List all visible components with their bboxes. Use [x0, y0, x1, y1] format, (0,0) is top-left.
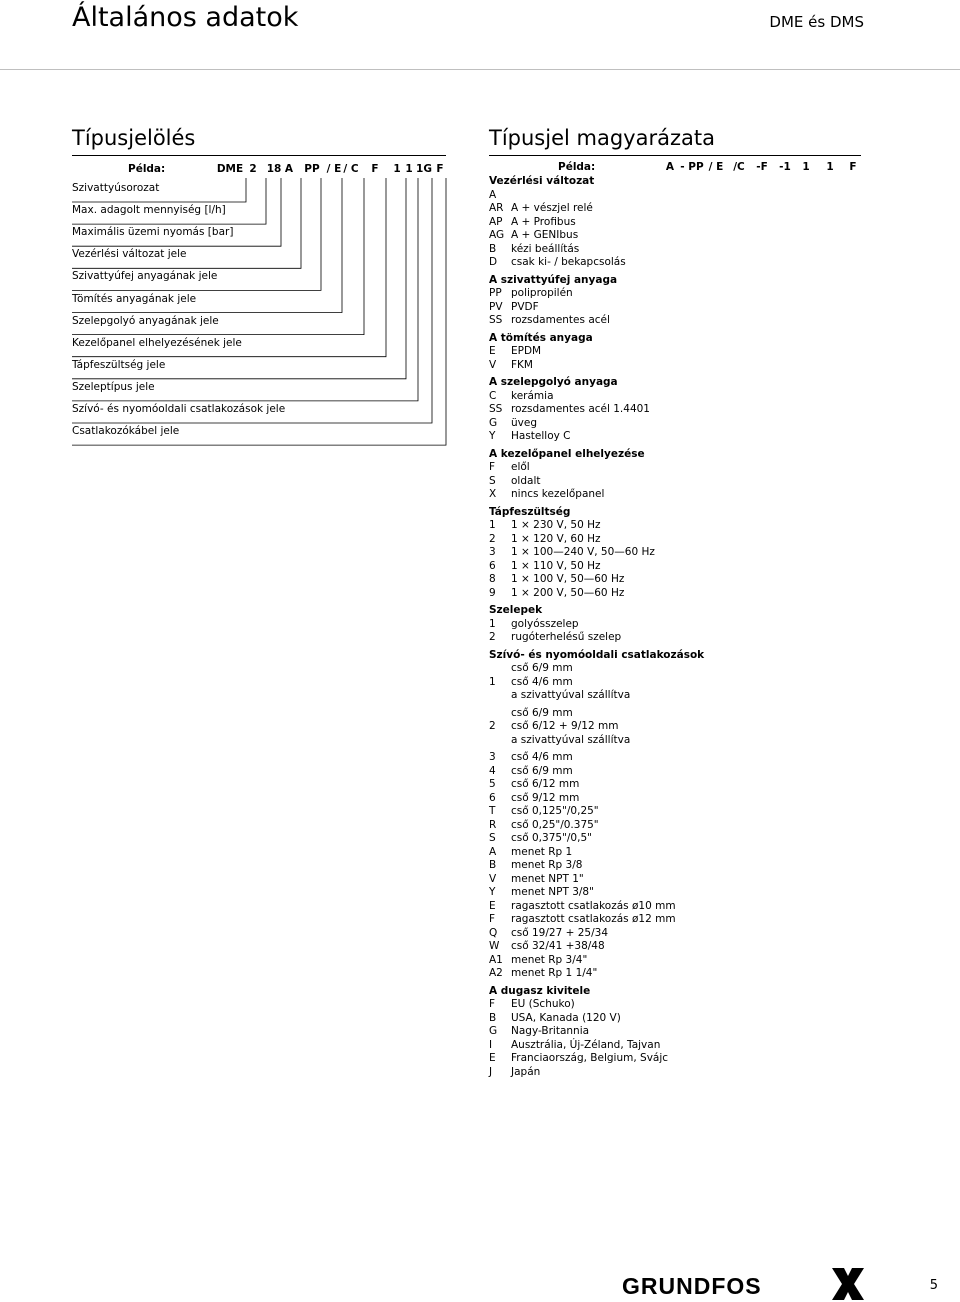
key-code	[489, 689, 511, 703]
key-row	[489, 1039, 869, 1053]
key-description: csak ki- / bekapcsolás	[511, 256, 626, 268]
key-description: cső 4/6 mm	[511, 751, 573, 763]
key-code: 4	[489, 764, 496, 777]
key-code: 6	[489, 791, 496, 804]
key-description: Nagy-Britannia	[511, 1025, 590, 1037]
key-description: üveg	[511, 416, 537, 429]
key-code: G	[489, 416, 498, 429]
key-code: AG	[489, 229, 505, 241]
designation-label: Szelepgolyó anyagának jele	[72, 314, 219, 327]
key-row	[489, 689, 869, 703]
bracket-line	[72, 178, 432, 423]
bracket-line	[72, 178, 364, 335]
key-row	[489, 873, 869, 887]
key-row	[489, 792, 869, 806]
key-description: 1 × 200 V, 50—60 Hz	[511, 586, 625, 599]
key-code: I	[489, 1038, 493, 1051]
key-row	[489, 287, 869, 301]
designation-label: Szivattyúsorozat	[72, 182, 160, 194]
key-description: Ausztrália, Új-Zéland, Tajvan	[511, 1038, 661, 1051]
key-row	[489, 819, 869, 833]
key-description: cső 19/27 + 25/34	[511, 926, 608, 939]
key-row	[489, 475, 869, 489]
key-code: PV	[489, 300, 503, 313]
key-row	[489, 587, 869, 601]
key-row	[489, 631, 869, 645]
key-subgroup	[489, 707, 869, 748]
key-row	[489, 940, 869, 954]
key-description: cső 6/12 + 9/12 mm	[511, 720, 619, 732]
key-row	[489, 662, 869, 676]
key-code: 3	[489, 751, 496, 763]
right-code-5: -1	[779, 161, 791, 173]
key-description: polipropilén	[511, 287, 573, 299]
right-code-8: F	[849, 161, 857, 173]
key-group-title: A kezelőpanel elhelyezése	[489, 447, 645, 460]
key-description: rozsdamentes acél	[511, 314, 610, 326]
left-code-8: 1	[393, 163, 401, 175]
key-description: elől	[511, 461, 530, 473]
key-code: AP	[489, 215, 503, 228]
key-description: nincs kezelőpanel	[511, 488, 605, 500]
key-code: A1	[489, 953, 503, 966]
key-group-title: Szívó- és nyomóoldali csatlakozások	[489, 648, 705, 661]
key-row	[489, 900, 869, 914]
left-code-1: 2	[249, 163, 257, 175]
key-description: 1 × 110 V, 50 Hz	[511, 559, 601, 572]
key-code: 2	[489, 532, 496, 545]
key-description: A + vészjel relé	[511, 202, 593, 214]
bracket-line	[72, 178, 418, 401]
key-row	[489, 430, 869, 444]
key-row	[489, 913, 869, 927]
left-code-7: F	[371, 163, 379, 175]
key-code: S	[489, 832, 496, 844]
left-code-9: 1	[405, 163, 413, 175]
designation-label: Max. adagolt mennyiség [l/h]	[72, 204, 226, 217]
key-description: cső 6/9 mm	[511, 706, 573, 719]
key-row	[489, 573, 869, 587]
key-row	[489, 886, 869, 900]
bracket-line	[72, 178, 281, 246]
key-code: F	[489, 998, 496, 1010]
key-description: ragasztott csatlakozás ø12 mm	[511, 913, 676, 925]
key-group	[489, 274, 869, 328]
key-description: a szivattyúval szállítva	[511, 689, 631, 701]
key-code: S	[489, 474, 496, 487]
key-row	[489, 560, 869, 574]
key-description: cső 32/41 +38/48	[511, 940, 605, 952]
key-code: T	[489, 805, 496, 817]
key-group-title: A szelepgolyó anyaga	[489, 376, 618, 388]
key-code: 2	[489, 720, 496, 732]
key-code: 1	[489, 519, 496, 531]
key-description: A + Profibus	[511, 215, 576, 228]
key-row	[489, 359, 869, 373]
key-row	[489, 256, 869, 270]
key-row	[489, 1052, 869, 1066]
key-subgroup	[489, 662, 869, 703]
key-code: A	[489, 845, 497, 858]
key-row	[489, 488, 869, 502]
key-code: E	[489, 899, 496, 912]
key-row	[489, 546, 869, 560]
key-code	[489, 662, 511, 676]
key-description: cső 6/9 mm	[511, 764, 573, 777]
bracket-line	[72, 178, 246, 202]
designation-label: Vezérlési változat jele	[72, 248, 187, 261]
key-code: A2	[489, 967, 503, 979]
key-row	[489, 301, 869, 315]
right-code-1: - PP	[680, 161, 704, 173]
key-row	[489, 765, 869, 779]
key-row	[489, 967, 869, 981]
left-code-6: / C	[343, 163, 359, 175]
key-code: SS	[489, 403, 503, 415]
key-code: Y	[489, 430, 496, 442]
key-description: cső 0,125"/0,25"	[511, 805, 599, 817]
bracket-line	[72, 178, 342, 313]
key-group	[489, 649, 869, 981]
type-designation-title: Típusjelölés	[72, 126, 196, 150]
key-row	[489, 229, 869, 243]
key-row	[489, 1066, 869, 1080]
key-description: menet Rp 1	[511, 845, 573, 858]
key-row	[489, 676, 869, 690]
key-description: menet NPT 3/8"	[511, 886, 594, 898]
bracket-line	[72, 178, 446, 445]
key-group	[489, 332, 869, 373]
key-code: PP	[489, 287, 502, 299]
key-description: cső 0,25"/0.375"	[511, 818, 599, 831]
key-description: menet NPT 1"	[511, 872, 584, 885]
key-code: 1	[489, 675, 496, 688]
key-row	[489, 403, 869, 417]
key-description: kerámia	[511, 389, 554, 402]
left-code-3: A	[284, 163, 294, 175]
key-row	[489, 461, 869, 475]
key-row	[489, 734, 869, 748]
key-group-title: Vezérlési változat	[489, 175, 595, 187]
key-row	[489, 390, 869, 404]
key-description: Japán	[511, 1065, 541, 1078]
key-row	[489, 345, 869, 359]
key-code: B	[489, 242, 497, 255]
grundfos-logo	[622, 1262, 864, 1302]
key-code	[489, 734, 511, 748]
right-example-label: Példa:	[558, 161, 596, 173]
key-group	[489, 376, 869, 444]
left-code-0: DME	[216, 163, 244, 175]
key-group	[489, 448, 869, 502]
key-row	[489, 859, 869, 873]
key-code: 5	[489, 778, 496, 790]
key-code: C	[489, 389, 497, 402]
key-description: 1 × 120 V, 60 Hz	[511, 532, 601, 545]
key-description	[511, 189, 869, 203]
key-code: F	[489, 461, 496, 473]
key-code: A	[489, 188, 497, 201]
key-description: 1 × 230 V, 50 Hz	[511, 519, 601, 531]
right-code-3: /C	[733, 161, 745, 173]
left-code-2: 18	[266, 163, 282, 175]
designation-label: Szeleptípus jele	[72, 380, 155, 393]
key-row	[489, 202, 869, 216]
bracket-line	[72, 178, 266, 224]
brand-wordmark: GRUNDFOS	[622, 1273, 762, 1299]
key-code: F	[489, 913, 496, 925]
key-code: G	[489, 1025, 498, 1037]
key-group-title: A szivattyúfej anyaga	[489, 273, 618, 286]
key-description: PVDF	[511, 300, 539, 313]
key-description: cső 0,375"/0,5"	[511, 832, 592, 844]
key-code: B	[489, 1011, 497, 1024]
key-row	[489, 1012, 869, 1026]
left-code-10: 1G	[416, 163, 432, 175]
key-row	[489, 314, 869, 328]
designation-label: Maximális üzemi nyomás [bar]	[72, 226, 234, 239]
right-code-6: 1	[802, 161, 810, 173]
left-code-4: PP	[304, 163, 320, 175]
key-code: 6	[489, 559, 496, 572]
key-row	[489, 778, 869, 792]
key-code: E	[489, 345, 496, 357]
key-description: cső 6/9 mm	[511, 662, 573, 674]
designation-label: Szivattyúfej anyagának jele	[72, 270, 218, 283]
key-description: rugóterhelésű szelep	[511, 631, 622, 643]
key-group	[489, 506, 869, 601]
key-description: EU (Schuko)	[511, 998, 575, 1010]
designation-label: Szívó- és nyomóoldali csatlakozások jele	[72, 403, 286, 415]
key-code: 1	[489, 617, 496, 630]
key-description: cső 9/12 mm	[511, 791, 580, 804]
key-group-title: Tápfeszültség	[489, 505, 571, 518]
key-description: EPDM	[511, 345, 542, 357]
bracket-line	[72, 178, 321, 290]
product-name: DME és DMS	[769, 13, 864, 31]
key-description: 1 × 100—240 V, 50—60 Hz	[511, 546, 655, 558]
key-description: menet Rp 3/4"	[511, 953, 588, 966]
key-code	[489, 707, 511, 721]
key-description: rozsdamentes acél 1.4401	[511, 403, 650, 415]
key-description: Hastelloy C	[511, 430, 571, 442]
designation-label: Kezelőpanel elhelyezésének jele	[72, 336, 242, 349]
key-code: R	[489, 818, 497, 831]
bracket-line	[72, 178, 386, 357]
key-code: Y	[489, 886, 496, 898]
key-group-title: A dugasz kivitele	[489, 984, 591, 997]
key-row	[489, 243, 869, 257]
designation-label: Tömítés anyagának jele	[72, 292, 197, 305]
key-description: cső 4/6 mm	[511, 675, 573, 688]
key-row	[489, 533, 869, 547]
key-group	[489, 175, 869, 270]
key-row	[489, 1025, 869, 1039]
key-description: Franciaország, Belgium, Svájc	[511, 1052, 669, 1064]
key-description: FKM	[511, 358, 533, 371]
key-description: golyósszelep	[511, 617, 579, 630]
key-row	[489, 519, 869, 533]
key-code: SS	[489, 314, 503, 326]
bracket-line	[72, 178, 406, 379]
key-description: oldalt	[511, 474, 541, 487]
key-row	[489, 189, 869, 203]
key-row	[489, 832, 869, 846]
right-code-0: A	[665, 161, 675, 173]
key-row	[489, 805, 869, 819]
right-code-4: -F	[756, 161, 768, 173]
key-description: USA, Kanada (120 V)	[511, 1011, 621, 1024]
key-subgroup	[489, 751, 869, 981]
type-key-groups	[489, 175, 869, 1083]
key-group	[489, 604, 869, 645]
key-description: a szivattyúval szállítva	[511, 733, 631, 746]
key-row	[489, 720, 869, 734]
key-code: 2	[489, 631, 496, 643]
key-code: J	[489, 1065, 493, 1078]
key-code: D	[489, 256, 498, 268]
brand-symbol-icon	[832, 1268, 864, 1300]
key-row	[489, 751, 869, 765]
key-description: cső 6/12 mm	[511, 778, 580, 790]
key-description: A + GENIbus	[511, 229, 579, 241]
key-code: V	[489, 358, 497, 371]
key-code: W	[489, 940, 500, 952]
key-code: E	[489, 1052, 496, 1064]
key-code: B	[489, 859, 497, 871]
key-description: 1 × 100 V, 50—60 Hz	[511, 573, 625, 585]
right-code-7: 1	[826, 161, 834, 173]
key-code: 8	[489, 573, 496, 585]
key-row	[489, 927, 869, 941]
type-key-title: Típusjel magyarázata	[489, 126, 715, 150]
key-code: X	[489, 488, 497, 500]
key-description: kézi beállítás	[511, 242, 580, 255]
key-code: 3	[489, 546, 496, 558]
key-row	[489, 998, 869, 1012]
designation-label: Csatlakozókábel jele	[72, 425, 180, 438]
key-description: menet Rp 1 1/4"	[511, 967, 598, 979]
key-row	[489, 954, 869, 968]
key-row	[489, 417, 869, 431]
key-row	[489, 846, 869, 860]
key-row	[489, 216, 869, 230]
page-number: 5	[929, 1278, 938, 1293]
key-group	[489, 985, 869, 1080]
key-code: V	[489, 872, 497, 885]
designation-label: Tápfeszültség jele	[72, 358, 166, 371]
right-code-2: / E	[708, 161, 724, 173]
key-row	[489, 707, 869, 721]
key-group-title: A tömítés anyaga	[489, 331, 593, 344]
key-code: AR	[489, 202, 504, 214]
left-example-label: Példa:	[128, 163, 166, 175]
left-code-5: / E	[326, 163, 342, 175]
bracket-line	[72, 178, 301, 268]
key-description: ragasztott csatlakozás ø10 mm	[511, 899, 676, 912]
key-code: Q	[489, 926, 498, 939]
key-description: menet Rp 3/8	[511, 859, 583, 871]
key-row	[489, 618, 869, 632]
key-group-title: Szelepek	[489, 604, 543, 616]
left-code-11: F	[436, 163, 444, 175]
key-code: 9	[489, 586, 496, 599]
page-title: Általános adatok	[72, 2, 299, 33]
